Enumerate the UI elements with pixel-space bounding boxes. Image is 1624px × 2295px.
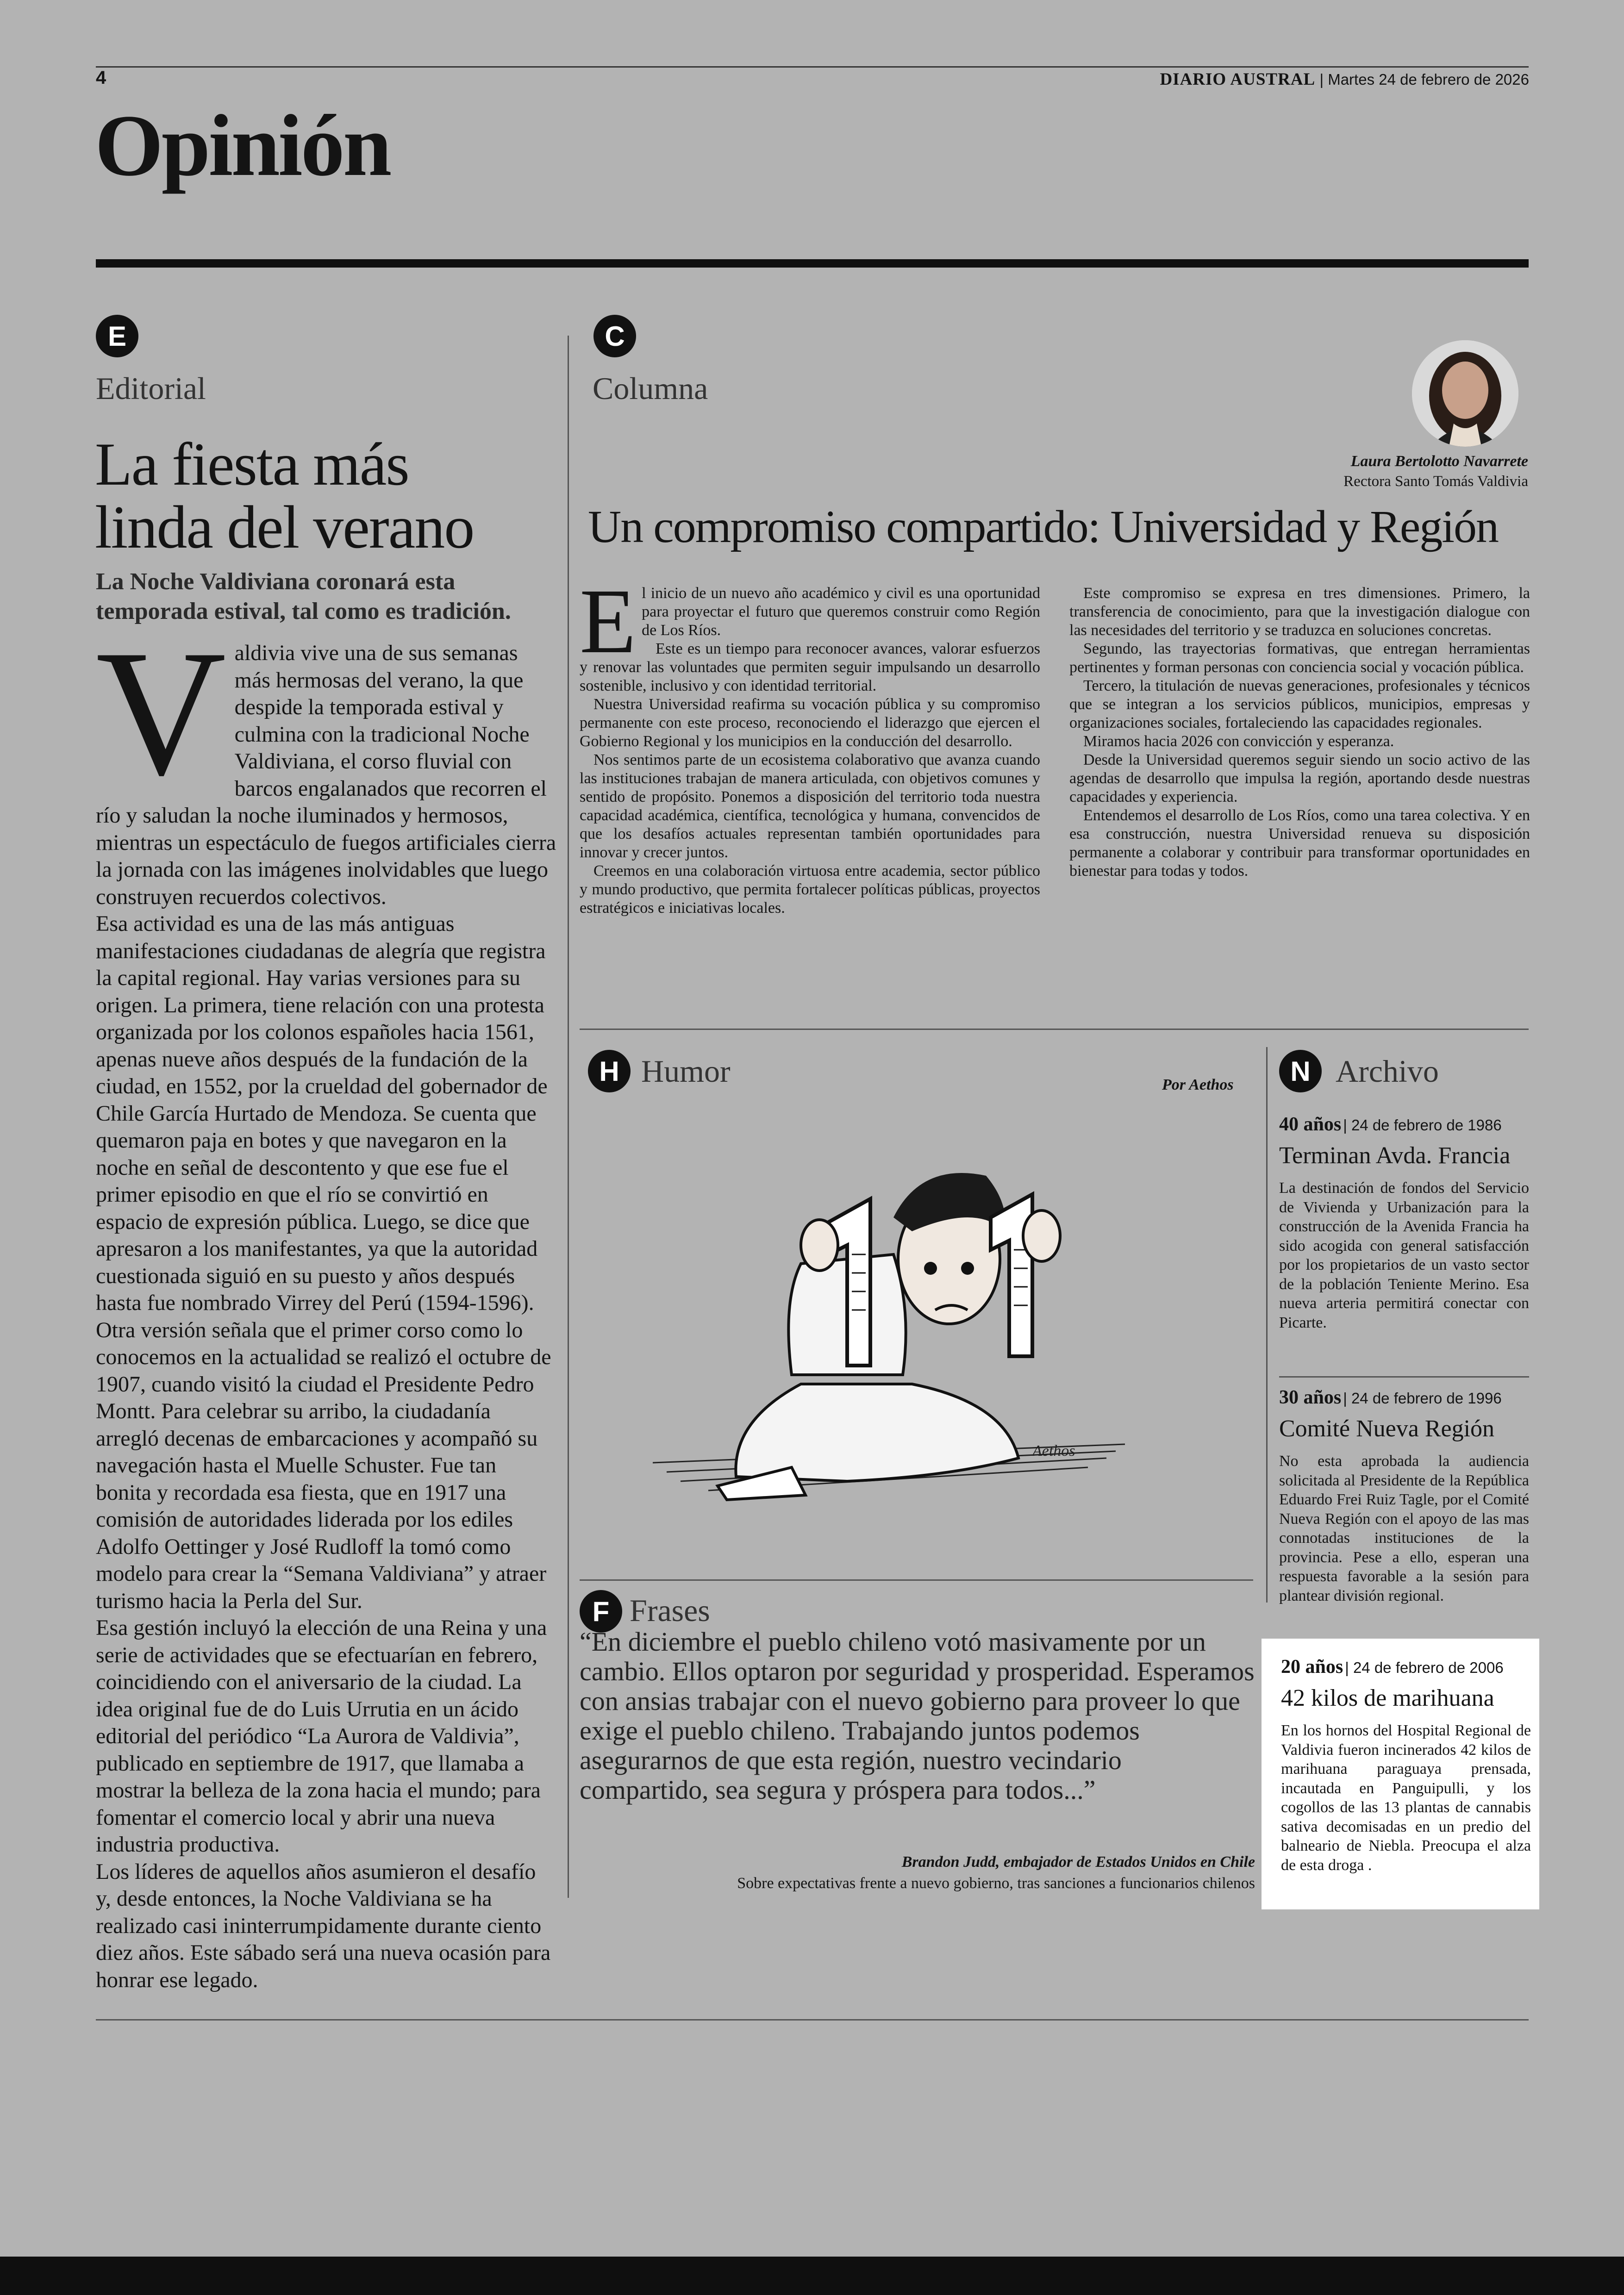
- column-body-right: Este compromiso se expresa en tres dimensiones. Primero, la transferencia de conocimiento, para que la investigación dialogue con las necesidades del territorio y se traduzca en soluciones concretas. Segundo, las trayectorias formativas, que entregan herramientas pertinentes y forman personas con conciencia social y vocación pública. Tercero, la titulación de nuevas generaciones, profesionales y técnicos que se integran a los servicios públicos, municipios, empresas y organizaciones sociales, fortaleciendo las capacidades regionales. Miramos hacia 2026 con convicción y esperanza. Desde la Universidad queremos seguir siendo un socio activo de las agendas de desarrollo que impulsa la región, aportando desde nuestras capacidades y experiencia. Entendemos el desarrollo de Los Ríos, como una tarea colectiva. Y en esa construcción, nuestra Universidad renueva su disposición permanente a colaborar y contribuir para transformar oportunidades en bienestar para todas y todos.: [1069, 585, 1530, 879]
- archivo-item-1996: [1279, 1386, 1529, 1605]
- column-dropcap: E: [580, 570, 637, 673]
- archivo-item-2006: [1281, 1656, 1531, 1875]
- archivo-item-1986: [1279, 1113, 1529, 1332]
- editorial-title: La fiesta más linda del verano: [95, 430, 474, 561]
- humor-credit: Por Aethos: [1162, 1076, 1234, 1093]
- frases-top-rule: [580, 1579, 1253, 1581]
- archivo-text: No esta aprobada la audiencia solicitada al Presidente de la República Eduardo Frei Ruiz Tagle, por el Comité Nueva Región con el apoyo de las mas connotadas instituciones de la provincia. Pese a ello, esperan una respuesta favorable a la sesión para plantear división regional.: [1279, 1453, 1529, 1604]
- column-bottom-rule: [580, 1029, 1529, 1030]
- frases-attribution: Brandon Judd, embajador de Estados Unidos en Chile: [901, 1853, 1255, 1871]
- editorial-body: Valdivia vive una de sus semanas más hermosas del verano, la que despide la temporada estival y culmina con la tradicional Noche Valdiviana, el corso fluvial con barcos engalanados que recorren el río y saludan la noche iluminados y hermosos, mientras un espectáculo de fuegos artificiales cierra la jornada con las imágenes inolvidables que luego construyen recuerdos colectivos. Esa actividad es una de las más antiguas manifestaciones ciudadanas de alegría que registra la capital regional. Hay varias versiones para su origen. La primera, tiene relación con una protesta organizada por los colonos españoles hacia 1561, apenas nueve años después de la fundación de la ciudad, en 1552, por la crueldad del gobernador de Chile García Hurtado de Mendoza. Se cuenta que quemaron paja en botes y que navegaron en la noche en señal de descontento y que ese fue el primer episodio en que el río se convirtió en espacio de expresión pública. Luego, se dice que apresaron a los manifestantes, ya que la autoridad cuestionada siguió en su puesto y años después hasta fue nombrado Virrey del Perú (1594-1596). Otra versión señala que el primer corso como lo conocemos en la actualidad se realizó el octubre de 1907, cuando visitó la ciudad el Presidente Pedro Montt. Para celebrar su arribo, la ciudadanía arregló decenas de embarcaciones y acompañó su navegación hasta el Muelle Schuster. Fue tan bonita y recordada esa fiesta, que en 1917 una comisión de autoridades liderada por los ediles Adolfo Oettinger y José Rudloff la tomó como modelo para crear la “Semana Valdiviana” y atraer turismo hacia la Perla del Sur. Esa gestión incluyó la elección de una Reina y una serie de actividades que se efectuarían en febrero, coincidiendo con el aniversario de la ciudad. La idea original fue de do Luis Urrutia en un ácido editorial del periódico “La Aurora de Valdivia”, publicado en septiembre de 1917, que llamaba a mostrar la belleza de la zona hacia el mundo; para fomentar el comercio local y abrir una nueva industria productiva. Los líderes de aquellos años asumieron el desafío y, desde entonces, la Noche Valdiviana se ha realizado casi ininterrumpidamente durante ciento diez años. Este sábado será una nueva ocasión para honrar ese legado.: [96, 613, 556, 1992]
- editorial-label: Editorial: [96, 371, 206, 406]
- archivo-years: 30 años: [1279, 1387, 1342, 1408]
- archivo-separator: [1279, 1376, 1529, 1378]
- column-badge: C: [593, 315, 636, 357]
- cartoon-signature: Aethos: [1032, 1442, 1075, 1459]
- archivo-years: 40 años: [1279, 1114, 1342, 1135]
- bottom-bar: [0, 2257, 1624, 2295]
- footer-rule: [96, 2019, 1529, 2021]
- frases-quote: “En diciembre el pueblo chileno votó masivamente por un cambio. Ellos optaron por seguridad y prosperidad. Esperamos con ansias trabajar con el nuevo gobierno para proveer lo que exige el pueblo chileno. Trabajando juntos podemos asegurarnos de que esta región, nuestro vecindario compartido, sea segura y próspera para todos...”: [580, 1627, 1255, 1805]
- archivo-date: | 24 de febrero de 2006: [1345, 1659, 1504, 1676]
- author-portrait: [1412, 340, 1518, 447]
- archivo-text: La destinación de fondos del Servicio de Vivienda y Urbanización para la construcción de la Avenida Francia ha sido acogida con general satisfacción por los propietarios de un vasto sector de la población Teniente Merino. Esa nueva arteria permitirá conectar con Picarte.: [1279, 1179, 1529, 1331]
- page-number: 4: [96, 68, 106, 88]
- frases-label: Frases: [630, 1593, 710, 1628]
- humor-label: Humor: [641, 1054, 731, 1089]
- archivo-text: En los hornos del Hospital Regional de Valdivia fueron incinerados 42 kilos de marihuana paraguaya prensada, incautada en Panguipulli, y los cogollos de las 13 plantas de cannabis sativa decomisadas en un predio del balneario de Niebla. Preocupa el alza de esta droga .: [1281, 1722, 1531, 1874]
- masthead: [1160, 69, 1529, 89]
- issue-date: | Martes 24 de febrero de 2026: [1319, 71, 1529, 88]
- archivo-years: 20 años: [1281, 1656, 1343, 1678]
- archivo-date: | 24 de febrero de 1986: [1343, 1116, 1502, 1134]
- editorial-badge: E: [96, 315, 138, 357]
- frases-context: Sobre expectativas frente a nuevo gobierno, tras sanciones a funcionarios chilenos: [737, 1875, 1255, 1892]
- author-avatar: [1412, 340, 1518, 447]
- editorial-dropcap: V: [96, 613, 226, 813]
- column-author-role: Rectora Santo Tomás Valdivia: [1343, 473, 1528, 490]
- archivo-label: Archivo: [1336, 1054, 1439, 1089]
- column-label: Columna: [593, 371, 708, 406]
- paper-name: DIARIO AUSTRAL: [1160, 70, 1316, 89]
- humor-badge: H: [588, 1050, 631, 1092]
- editorial-subtitle: La Noche Valdiviana coronará esta temporada estival, tal como es tradición.: [96, 568, 511, 624]
- column-body-left: El inicio de un nuevo año académico y civil es una oportunidad para proyectar el futuro que queremos construir como Región de Los Ríos. Este es un tiempo para reconocer avances, valorar esfuerzos y renovar las voluntades que permiten seguir impulsando un desarrollo sostenible, inclusivo y con identidad territorial. Nuestra Universidad reafirma su vocación pública y su compromiso permanente con este proceso, reconociendo el liderazgo que ejercen el Gobierno Regional y los municipios en la conducción del desarrollo. Nos sentimos parte de un ecosistema colaborativo que avanza cuando las instituciones trabajan de manera articulada, con objetivos comunes y sentido de propósito. Ponemos a disposición del territorio toda nuestra capacidad académica, científica, tecnológica y humana, convencidos de que los desafíos actuales representan también oportunidades para innovar y crecer juntos. Creemos en una colaboración virtuosa entre academia, sector público y mundo productivo, que permita fortalecer políticas públicas, proyectos estratégicos e iniciativas locales.: [580, 570, 1040, 917]
- archivo-divider: [1266, 1047, 1268, 1603]
- frases-badge: F: [580, 1590, 622, 1633]
- column-author: Laura Bertolotto Navarrete: [1350, 453, 1528, 470]
- section-title: Opinión: [95, 97, 390, 194]
- archivo-badge: N: [1279, 1050, 1322, 1092]
- top-rule: [96, 66, 1529, 68]
- archivo-title: Comité Nueva Región: [1279, 1416, 1495, 1442]
- column-divider: [568, 336, 569, 1898]
- archivo-title: Terminan Avda. Francia: [1279, 1142, 1511, 1169]
- cartoon-illustration: [653, 1125, 1139, 1518]
- column-title: Un compromiso compartido: Universidad y Región: [588, 501, 1499, 552]
- section-rule: [96, 259, 1529, 268]
- archivo-title: 42 kilos de marihuana: [1281, 1685, 1494, 1711]
- humor-cartoon: [653, 1125, 1139, 1518]
- archivo-date: | 24 de febrero de 1996: [1343, 1390, 1502, 1407]
